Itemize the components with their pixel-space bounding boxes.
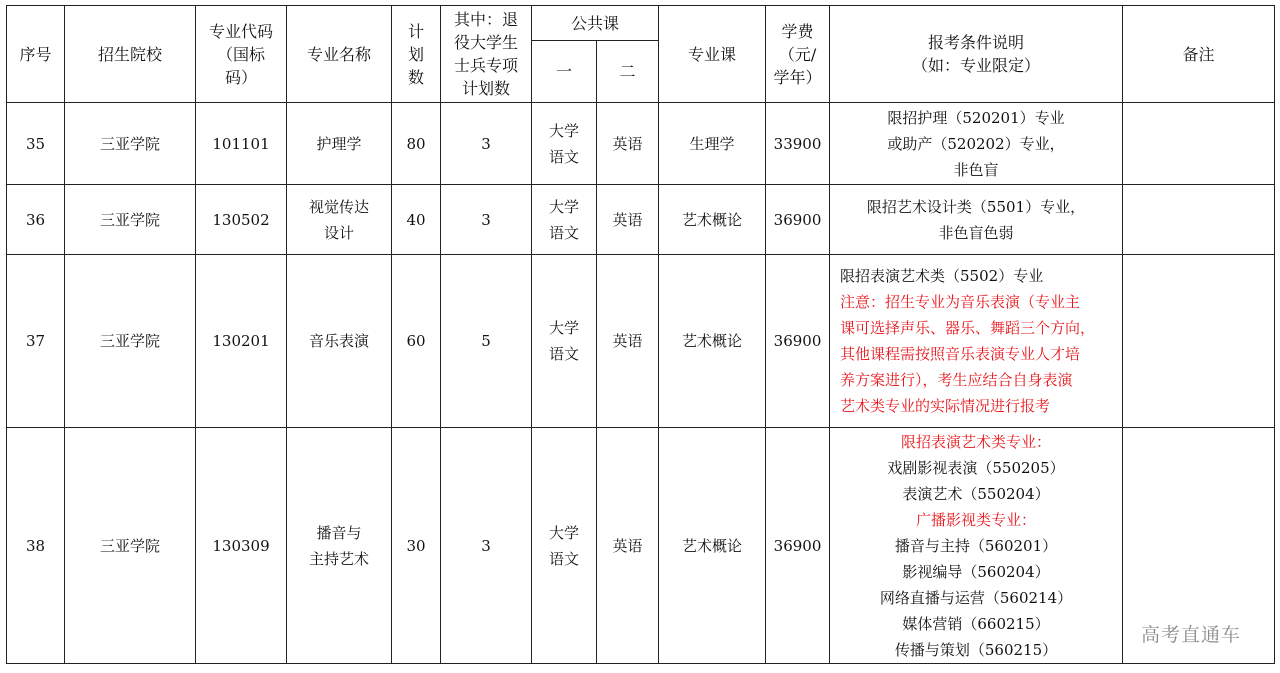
cell-remarks: [1123, 103, 1275, 185]
header-conditions: 报考条件说明 （如：专业限定）: [830, 6, 1123, 103]
cell-major-course: 艺术概论: [659, 428, 766, 664]
condition-line: 限招表演艺术类专业：: [901, 432, 1052, 451]
cell-major-line: 设计: [323, 223, 354, 242]
cell-public-one: [532, 185, 597, 255]
table-row: [7, 103, 1275, 185]
cell-public-one: [532, 103, 597, 185]
cell-public-one-line: 大学: [548, 197, 579, 216]
header-school: 招生院校: [65, 6, 196, 103]
cell-major-line: 视觉传达: [308, 197, 369, 216]
cell-seq: 37: [7, 255, 65, 428]
condition-line: 广播影视类专业：: [916, 510, 1037, 529]
cell-major-line: 播音与: [316, 523, 362, 542]
cell-veteran: 5: [441, 255, 532, 428]
cell-public-one-line: 大学: [548, 319, 579, 337]
table-header: [7, 6, 1275, 103]
cell-tuition: 36900: [766, 255, 830, 428]
header-public-one: 一: [532, 41, 597, 103]
cell-public-one-line: 语文: [548, 147, 579, 166]
cell-veteran: 3: [441, 428, 532, 664]
cell-veteran: 3: [441, 185, 532, 255]
header-veteran: 其中：退 役大学生 士兵专项 计划数: [441, 6, 532, 103]
cell-school: 三亚学院: [65, 103, 196, 185]
condition-line: 限招艺术设计类（5501）专业，: [866, 197, 1086, 216]
cell-tuition: 36900: [766, 185, 830, 255]
cell-major: [287, 185, 392, 255]
cell-remarks: [1123, 255, 1275, 428]
condition-line: 艺术类专业的实际情况进行报考: [840, 397, 1051, 415]
condition-line: 播音与主持（560201）: [894, 536, 1058, 555]
condition-line: 注意：招生专业为音乐表演（专业主: [840, 293, 1081, 311]
cell-major-line: 护理学: [316, 134, 362, 153]
cell-major-line: 音乐表演: [308, 332, 369, 350]
condition-line: 表演艺术（550204）: [902, 484, 1050, 503]
cell-public-two: 英语: [597, 428, 659, 664]
header-public-course: 公共课: [532, 6, 659, 41]
cell-public-two: 英语: [597, 185, 659, 255]
cell-seq: 38: [7, 428, 65, 664]
table-row: [7, 428, 1275, 664]
cell-plan: 40: [392, 185, 441, 255]
condition-line: 戏剧影视表演（550205）: [887, 458, 1065, 477]
cell-remarks: [1123, 185, 1275, 255]
table-row: [7, 255, 1275, 428]
condition-line: 课可选择声乐、器乐、舞蹈三个方向，: [840, 319, 1096, 337]
cell-major: [287, 428, 392, 664]
cell-school: 三亚学院: [65, 428, 196, 664]
condition-line: 网络直播与运营（560214）: [879, 588, 1073, 607]
cell-conditions: [830, 255, 1123, 428]
cell-code: 130502: [196, 185, 287, 255]
cell-public-one-line: 语文: [548, 345, 579, 363]
cell-public-one-line: 大学: [548, 121, 579, 140]
condition-line: 或助产（520202）专业，: [887, 134, 1065, 153]
cell-school: 三亚学院: [65, 185, 196, 255]
admission-table: [6, 5, 1275, 664]
header-remarks: 备注: [1123, 6, 1275, 103]
cell-tuition: 33900: [766, 103, 830, 185]
condition-line: 媒体营销（660215）: [902, 614, 1050, 633]
condition-line: 限招护理（520201）专业: [887, 108, 1065, 127]
condition-line: 非色盲: [953, 160, 999, 179]
condition-line: 限招表演艺术类（5502）专业: [840, 267, 1044, 285]
header-code: 专业代码 （国标 码）: [196, 6, 287, 103]
cell-major: [287, 255, 392, 428]
cell-school: 三亚学院: [65, 255, 196, 428]
cell-seq: 36: [7, 185, 65, 255]
cell-major-course: 艺术概论: [659, 185, 766, 255]
header-plan: 计 划 数: [392, 6, 441, 103]
header-tuition: 学费 （元/ 学年）: [766, 6, 830, 103]
cell-code: 101101: [196, 103, 287, 185]
cell-plan: 80: [392, 103, 441, 185]
watermark: 高考直通车: [1141, 624, 1242, 646]
cell-major-course: 艺术概论: [659, 255, 766, 428]
cell-public-one-line: 语文: [548, 549, 579, 568]
cell-veteran: 3: [441, 103, 532, 185]
cell-public-one-line: 大学: [548, 523, 579, 542]
cell-seq: 35: [7, 103, 65, 185]
cell-tuition: 36900: [766, 428, 830, 664]
cell-conditions: [830, 185, 1123, 255]
cell-major-line: 主持艺术: [308, 549, 369, 568]
cell-public-two: 英语: [597, 103, 659, 185]
table-body: [7, 103, 1275, 664]
cell-public-one: [532, 255, 597, 428]
header-major: 专业名称: [287, 6, 392, 103]
cell-public-two: 英语: [597, 255, 659, 428]
cell-plan: 60: [392, 255, 441, 428]
cell-plan: 30: [392, 428, 441, 664]
condition-line: 其他课程需按照音乐表演专业人才培: [840, 345, 1081, 363]
cell-major-course: 生理学: [659, 103, 766, 185]
cell-conditions: [830, 428, 1123, 664]
condition-line: 非色盲色弱: [938, 223, 1014, 242]
condition-line: 影视编导（560204）: [902, 562, 1050, 581]
condition-line: 传播与策划（560215）: [894, 640, 1058, 659]
cell-public-one-line: 语文: [548, 223, 579, 242]
cell-conditions: [830, 103, 1123, 185]
condition-line: 养方案进行），考生应结合自身表演: [840, 371, 1073, 389]
cell-public-one: [532, 428, 597, 664]
cell-major: [287, 103, 392, 185]
header-public-two: 二: [597, 41, 659, 103]
cell-code: 130309: [196, 428, 287, 664]
header-seq: 序号: [7, 6, 65, 103]
header-major-course: 专业课: [659, 6, 766, 103]
cell-code: 130201: [196, 255, 287, 428]
table-row: [7, 185, 1275, 255]
